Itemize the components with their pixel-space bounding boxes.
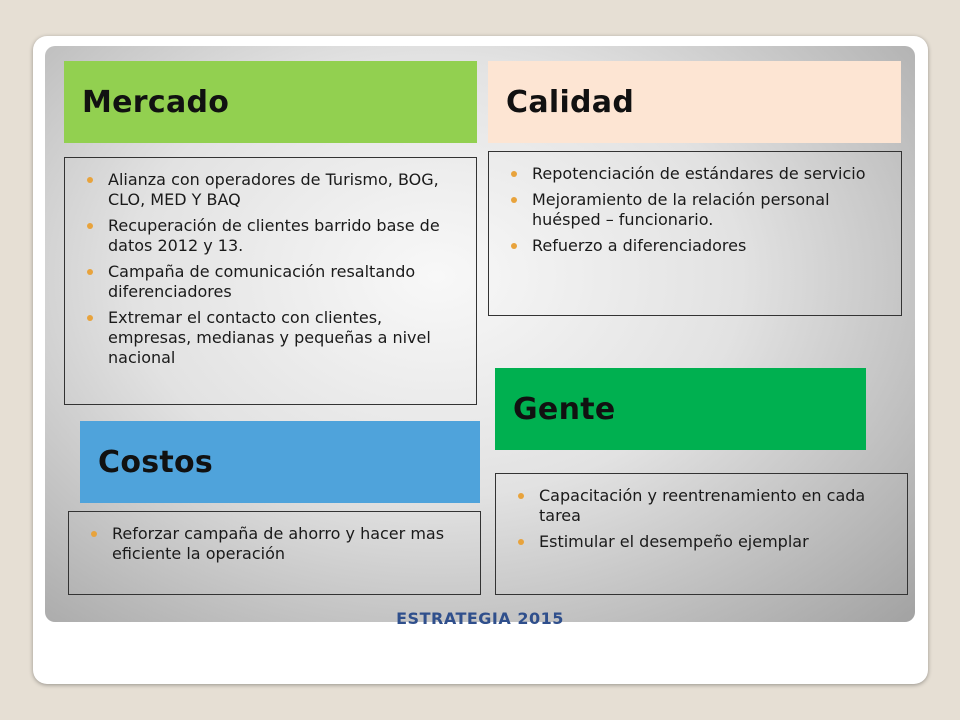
calidad-title: Calidad (506, 84, 635, 120)
costos-header (80, 421, 480, 503)
calidad-header (488, 61, 901, 143)
gente-box (495, 473, 908, 595)
calidad-item: Refuerzo a diferenciadores (509, 236, 895, 256)
costos-list (89, 524, 474, 564)
calidad-list (509, 164, 895, 256)
gente-list (516, 486, 901, 552)
costos-box (68, 511, 481, 595)
gente-header (495, 368, 866, 450)
mercado-item: Campaña de comunicación resaltando diferenciadores (85, 262, 466, 302)
mercado-box (64, 157, 477, 405)
calidad-item: Mejoramiento de la relación personal huésped – funcionario. (509, 190, 895, 230)
mercado-list (85, 170, 466, 368)
footer-title: ESTRATEGIA 2015 (396, 609, 564, 628)
mercado-item: Extremar el contacto con clientes, empresas, medianas y pequeñas a nivel nacional (85, 308, 466, 368)
costos-title: Costos (98, 444, 214, 480)
costos-item: Reforzar campaña de ahorro y hacer mas eficiente la operación (89, 524, 474, 564)
mercado-item: Alianza con operadores de Turismo, BOG, CLO, MED Y BAQ (85, 170, 466, 210)
mercado-title: Mercado (82, 84, 230, 120)
gente-title: Gente (513, 391, 616, 427)
gente-item: Estimular el desempeño ejemplar (516, 532, 901, 552)
calidad-item: Repotenciación de estándares de servicio (509, 164, 895, 184)
mercado-header (64, 61, 477, 143)
mercado-item: Recuperación de clientes barrido base de datos 2012 y 13. (85, 216, 466, 256)
gente-item: Capacitación y reentrenamiento en cada tarea (516, 486, 901, 526)
calidad-box (488, 151, 902, 316)
